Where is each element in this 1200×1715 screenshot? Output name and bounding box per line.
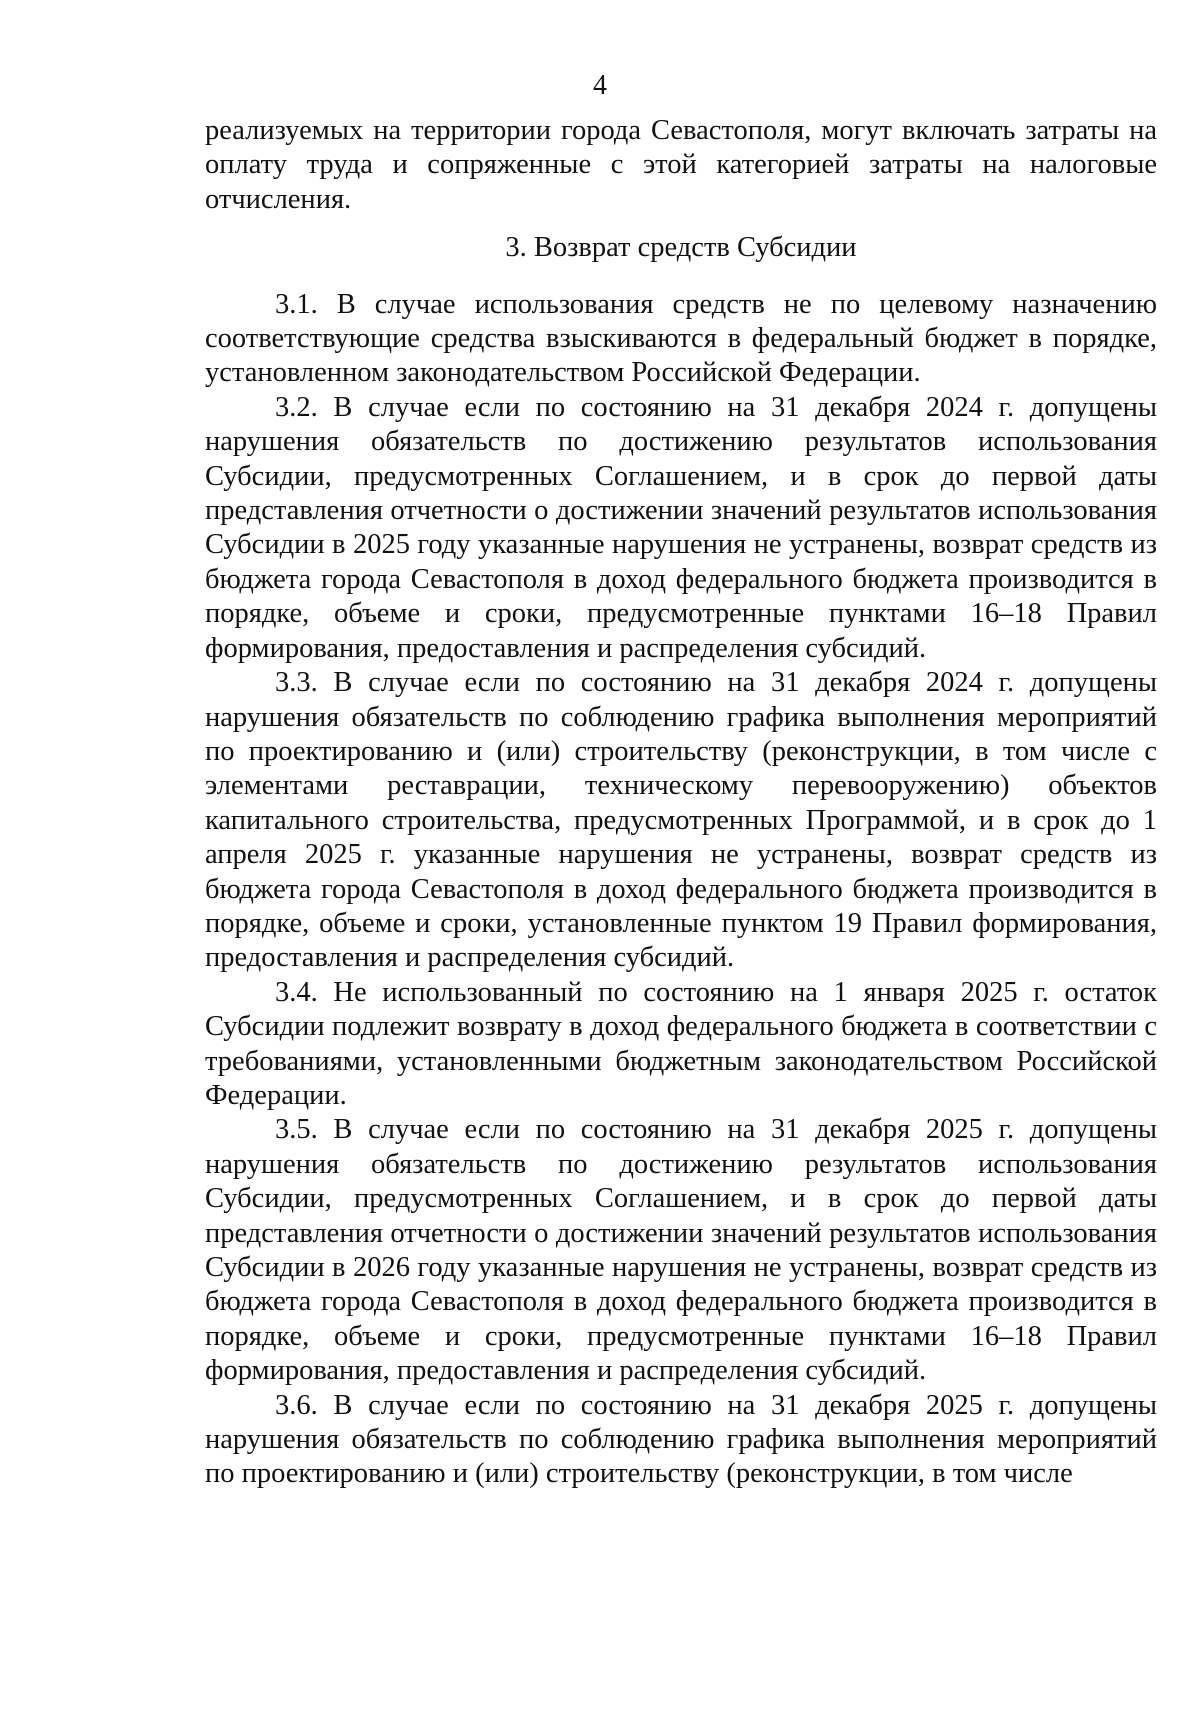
paragraph-3-5: 3.5. В случае если по состоянию на 31 декабря 2025 г. допущены нарушения обязательств по достижению результатов использования Субсидии, предусмотренных Соглашением, и в срок до первой даты представления отчетности о достижении значений результатов использования Субсидии в 2026 году указанные нарушения не устранены, возврат средств из бюджета города Севастополя в доход федерального бюджета производится в порядке, объеме и сроки, предусмотренные пунктами 16–18 Правил формирования, предоставления и распределения субсидий. [205,1114,1157,1387]
intro-paragraph: реализуемых на территории города Севастополя, могут включать затраты на оплату труда и сопряженные с этой категорией затраты на налоговые отчисления. [205,115,1157,215]
paragraph-3-4: 3.4. Не использованный по состоянию на 1 января 2025 г. остаток Субсидии подлежит возврату в доход федерального бюджета в соответствии с требованиями, установленными бюджетным законодательством Российской Федерации. [205,976,1157,1111]
document-body [205,114,1157,1492]
paragraph-3-1: 3.1. В случае использования средств не по целевому назначению соответствующие средства взыскиваются в федеральный бюджет в порядке, установленном законодательством Российской Федерации. [205,288,1157,389]
section-heading: 3. Возврат средств Субсидии [505,232,857,264]
paragraph-3-2: 3.2. В случае если по состоянию на 31 декабря 2024 г. допущены нарушения обязательств по достижению результатов использования Субсидии, предусмотренных Соглашением, и в срок до первой даты представления отчетности о достижении значений результатов использования Субсидии в 2025 году указанные нарушения не устранены, возврат средств из бюджета города Севастополя в доход федерального бюджета производится в порядке, объеме и сроки, предусмотренные пунктами 16–18 Правил формирования, предоставления и распределения субсидий. [205,391,1157,664]
paragraph-3-3: 3.3. В случае если по состоянию на 31 декабря 2024 г. допущены нарушения обязательств по соблюдению графика выполнения мероприятий по проектированию и (или) строительству (реконструкции, в том числе с элементами реставрации, техническому перевооружению) объектов капитального строительства, предусмотренных Программой, и в срок до 1 апреля 2025 г. указанные нарушения не устранены, возврат средств из бюджета города Севастополя в доход федерального бюджета производится в порядке, объеме и сроки, установленные пунктом 19 Правил формирования, предоставления и распределения субсидий. [205,667,1157,974]
paragraph-3-6: 3.6. В случае если по состоянию на 31 декабря 2025 г. допущены нарушения обязательств по соблюдению графика выполнения мероприятий по проектированию и (или) строительству (реконструкции, в том числе [205,1389,1157,1490]
page-number: 4 [593,70,607,101]
